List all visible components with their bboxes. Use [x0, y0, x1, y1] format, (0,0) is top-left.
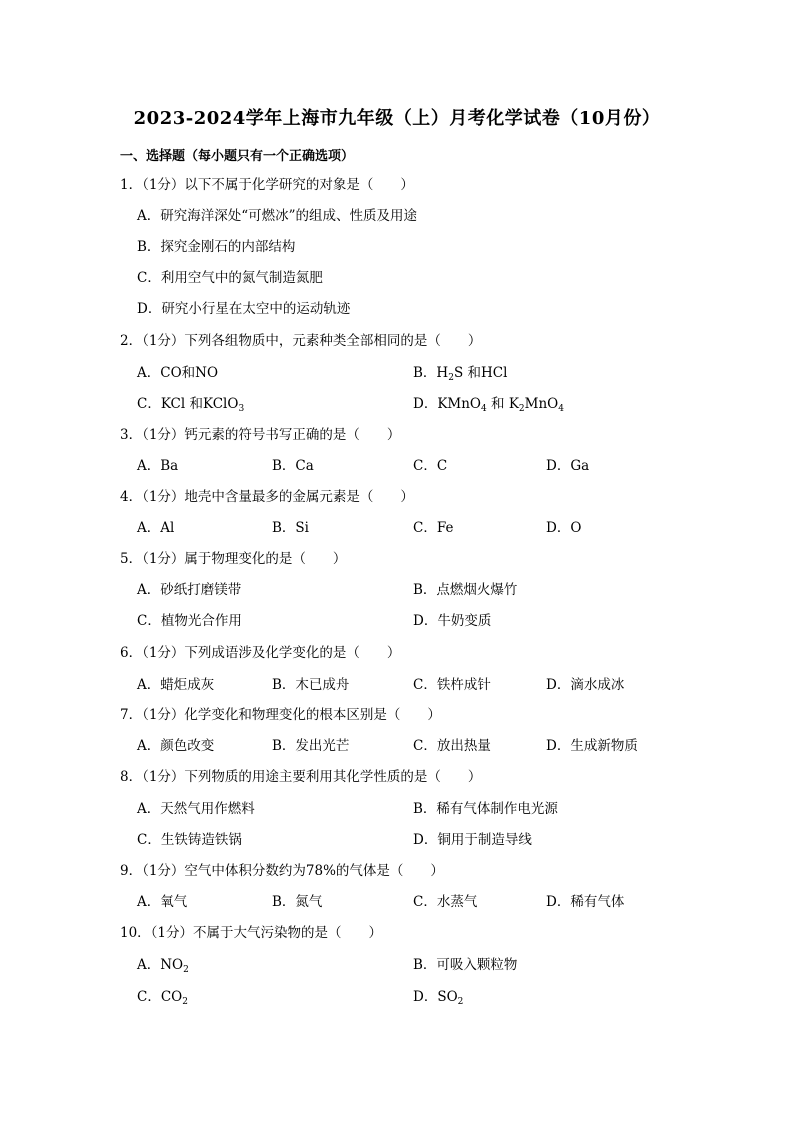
question-5-option-d: D．牛奶变质	[413, 613, 492, 629]
question-8-option-c: C．生铁铸造铁锅	[137, 832, 242, 848]
question-3-stem: 3．（1分）钙元素的符号书写正确的是（ ）	[120, 427, 401, 443]
question-4-stem: 4．（1分）地壳中含量最多的金属元素是（ ）	[120, 489, 414, 505]
question-10-option-c: C．$CO_2$	[137, 989, 188, 1007]
question-10-option-d: D．$SO_2$	[413, 989, 464, 1007]
question-10-option-a: A．$NO_2$	[137, 957, 189, 975]
section-heading: 一、选择题（每小题只有一个正确选项）	[120, 149, 355, 164]
question-6-option-c: C．铁杵成针	[413, 677, 491, 693]
question-9-stem: 9．（1分）空气中体积分数约为78%的气体是（ ）	[120, 863, 444, 879]
question-3-option-a: A．Ba	[137, 458, 179, 474]
question-1-option-b: B．探究金刚石的内部结构	[137, 239, 296, 255]
question-8-option-d: D．铜用于制造导线	[413, 832, 532, 848]
question-9-option-d: D．稀有气体	[546, 894, 625, 910]
question-6-option-d: D．滴水成冰	[546, 677, 625, 693]
question-1-option-a: A．研究海洋深处“可燃冰”的组成、性质及用途	[137, 208, 418, 224]
question-8-option-b: B．稀有气体制作电光源	[413, 801, 558, 817]
question-6-option-a: A．蜡炬成灰	[137, 677, 215, 693]
question-2-stem: 2．（1分）下列各组物质中，元素种类全部相同的是（ ）	[120, 333, 482, 349]
question-5-option-c: C．植物光合作用	[137, 613, 242, 629]
question-6-stem: 6．（1分）下列成语涉及化学变化的是（ ）	[120, 645, 401, 661]
question-2-option-b: B．$H_2S$ 和HCl	[413, 365, 508, 383]
question-4-option-a: A．Al	[137, 520, 175, 536]
question-4-option-c: C．Fe	[413, 520, 454, 536]
question-1-stem: 1．（1分）以下不属于化学研究的对象是（ ）	[120, 177, 414, 193]
question-9-option-c: C．水蒸气	[413, 894, 478, 910]
question-6-option-b: B．木已成舟	[272, 677, 350, 693]
question-7-option-c: C．放出热量	[413, 738, 491, 754]
question-2-option-a: A．CO和NO	[137, 365, 219, 381]
question-8-stem: 8．（1分）下列物质的用途主要利用其化学性质的是（ ）	[120, 769, 482, 785]
question-10-stem: 10．（1分）不属于大气污染物的是（ ）	[120, 925, 383, 941]
question-3-option-c: C．C	[413, 458, 448, 474]
question-9-option-a: A．氧气	[137, 894, 188, 910]
question-3-option-b: B．Ca	[272, 458, 314, 474]
question-1-option-c: C．利用空气中的氮气制造氮肥	[137, 270, 323, 286]
question-9-option-b: B．氮气	[272, 894, 323, 910]
question-4-option-b: B．Si	[272, 520, 309, 536]
question-7-stem: 7．（1分）化学变化和物理变化的根本区别是（ ）	[120, 707, 441, 723]
question-4-option-d: D．O	[546, 520, 582, 536]
question-7-option-b: B．发出光芒	[272, 738, 350, 754]
question-10-option-b: B．可吸入颗粒物	[413, 957, 518, 973]
page-title: 2023-2024学年上海市九年级（上）月考化学试卷（10月份）	[133, 108, 661, 129]
question-2-option-c: C．KCl 和KClO$_3$	[137, 396, 245, 414]
question-8-option-a: A．天然气用作燃料	[137, 801, 255, 817]
question-5-option-b: B．点燃烟火爆竹	[413, 582, 518, 598]
question-1-option-d: D．研究小行星在太空中的运动轨迹	[137, 301, 351, 317]
question-2-option-d: D．KMnO$_4$ 和 $K_2MnO_4$	[413, 396, 564, 414]
question-5-stem: 5．（1分）属于物理变化的是（ ）	[120, 551, 347, 567]
question-5-option-a: A．砂纸打磨镁带	[137, 582, 242, 598]
question-7-option-d: D．生成新物质	[546, 738, 638, 754]
question-3-option-d: D．Ga	[546, 458, 590, 474]
question-7-option-a: A．颜色改变	[137, 738, 215, 754]
